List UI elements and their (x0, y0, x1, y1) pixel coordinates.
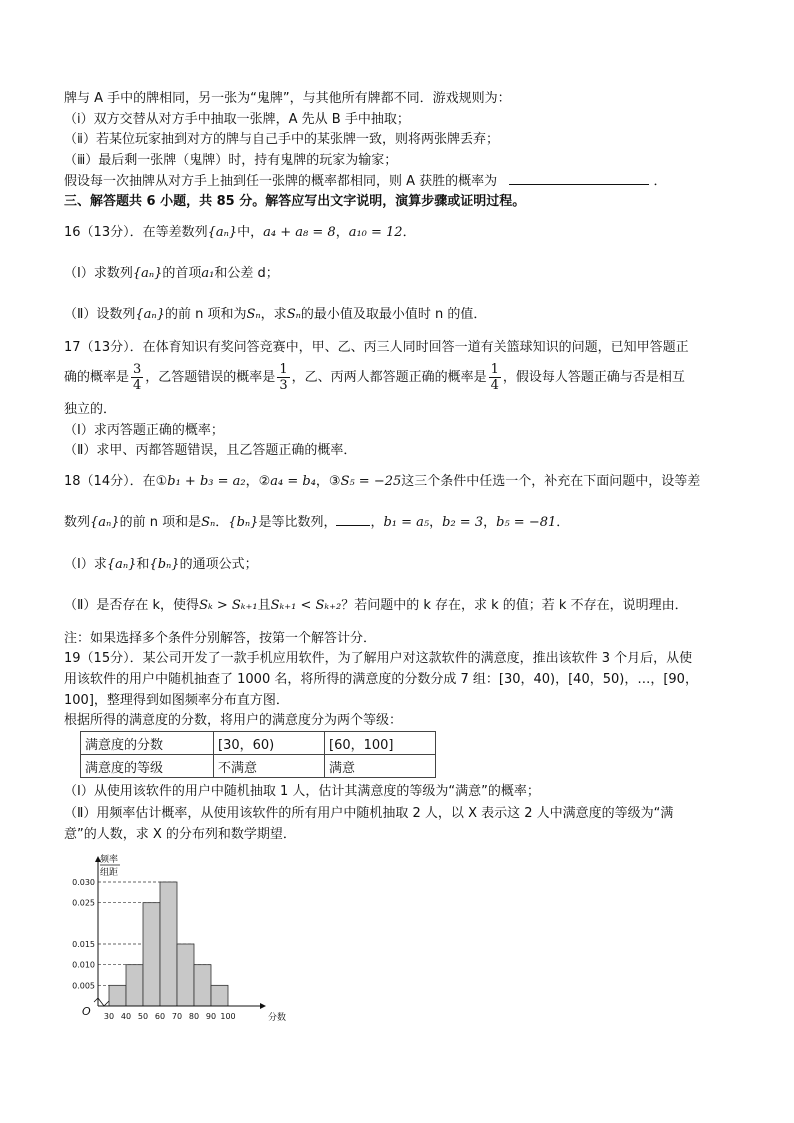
q16-seq: {aₙ} (207, 225, 238, 240)
frac3-den: 4 (490, 378, 499, 393)
y-axis-label-bottom: 组距 (100, 868, 119, 878)
q16-p2-a: （Ⅱ）设数列 (64, 307, 136, 322)
q19-line-4: 根据所得的满意度的分数，将用户的满意度分为两个等级： (64, 713, 403, 728)
q16-p2-b: 的前 n 项和为 (164, 307, 247, 322)
q19-part-2-line-1: （Ⅱ）用频率估计概率，从使用该软件的所有用户中随机抽取 2 人，以 X 表示这 2 人中满意度的等级为“满 (64, 806, 674, 821)
q17-l2-d: ，假设每人答题正确与否是相互 (502, 370, 685, 385)
q16-cond-2: a₁₀ = 12 (348, 225, 403, 240)
q16-p1-d: 和公差 d； (214, 266, 279, 281)
y-tick-label: 0.015 (72, 940, 95, 949)
q18-ineq-1: Sₖ > Sₖ₊₁ (199, 598, 258, 613)
q18-part-2 (64, 597, 688, 615)
y-tick-label: 0.030 (72, 878, 95, 887)
q17-part-1: （Ⅰ）求丙答题正确的概率； (64, 423, 224, 438)
rule-3: （ⅲ）最后剩一张牌（鬼牌）时，持有鬼牌的玩家为输家； (64, 153, 398, 168)
q19-line-1: 19（15分）．某公司开发了一款手机应用软件，为了解用户对这款软件的满意度，推出该软件 3 个月后，从使 (64, 651, 693, 666)
q18-cond-5: b₂ = 3 (442, 515, 484, 530)
q18-l1-c: ，③ (315, 474, 341, 489)
x-tick-label: 60 (154, 1012, 166, 1021)
origin-label: O (82, 1005, 91, 1018)
q18-l2-e: ， (370, 515, 384, 530)
q18-l1-b: ，② (245, 474, 271, 489)
q17-l2-c: ，乙、丙两人都答题正确的概率是 (291, 370, 487, 385)
x-tick-label: 100 (220, 1012, 236, 1021)
q19-part-1: （Ⅰ）从使用该软件的用户中随机抽取 1 人，估计其满意度的等级为“满意”的概率； (64, 784, 540, 799)
q18-cond-3: S₅ = −25 (340, 474, 402, 489)
q18-cond-4: b₁ = a₅ (383, 515, 430, 530)
histogram-bar (126, 965, 143, 1006)
section-3-heading: 三、解答题共 6 小题，共 85 分。解答应写出文字说明，演算步骤或证明过程。 (64, 194, 526, 209)
q18-part-1 (64, 556, 258, 574)
q18-cond-6: b₅ = −81 (496, 515, 557, 530)
q16-p2-e: 的最小值及取最小值时 n 的值． (300, 307, 487, 322)
q16-p1-a1: a₁ (201, 266, 215, 281)
table-cell: 满意度的分数 (81, 732, 214, 755)
q16-part-2 (64, 306, 486, 324)
axis-break-icon (94, 998, 109, 1006)
intro-question (64, 173, 666, 191)
q19-line-3: 100]，整理得到如图频率分布直方图． (64, 693, 289, 708)
x-tick-label: 40 (120, 1012, 132, 1021)
answer-blank (509, 184, 649, 185)
q16-cond-1: a₄ + a₈ = 8 (263, 225, 336, 240)
q16-head: 16（13分）．在等差数列 (64, 225, 208, 240)
q17-l2-a: 确的概率是 (64, 370, 130, 385)
q18-l1-d: 这三个条件中任选一个，补充在下面问题中，设等差 (401, 474, 701, 489)
q16-mid: 中， (237, 225, 264, 240)
fraction-3-4 (131, 362, 143, 393)
q16-p2-seq: {aₙ} (135, 307, 165, 322)
q18-cond-1: b₁ + b₃ = a₂ (167, 474, 246, 489)
q16-p2-sn: Sₙ (246, 307, 261, 322)
table-row (81, 732, 436, 755)
q18-l2-a: 数列 (64, 515, 91, 530)
q16-p1-a: （Ⅰ）求数列 (64, 266, 133, 281)
frequency-histogram (60, 850, 287, 1030)
q17-part-2: （Ⅱ）求甲、丙都答题错误，且乙答题正确的概率． (64, 443, 357, 458)
table-cell: [60，100] (325, 732, 436, 755)
histogram-bar (194, 965, 211, 1006)
y-axis-label-top: 频率 (100, 855, 119, 865)
q17-l2-b: ，乙答题错误的概率是 (145, 370, 276, 385)
y-tick-label: 0.005 (72, 981, 95, 991)
table-cell: 满意 (325, 755, 436, 778)
condition-blank (336, 525, 370, 526)
q18-sn: Sₙ (201, 515, 216, 530)
q17-line-2 (64, 362, 685, 394)
table-cell: 满意度的等级 (81, 755, 214, 778)
q18-line-1 (64, 473, 700, 491)
x-axis-label: 分数 (268, 1013, 287, 1023)
frac2-num: 1 (279, 362, 288, 377)
q18-ineq-2: Sₖ₊₁ < Sₖ₊₂ (270, 598, 342, 613)
q18-p1-c: 的通项公式； (179, 557, 258, 572)
q18-l2-c: ． (215, 515, 229, 530)
q17-line-1: 17（13分）．在体育知识有奖问答竞赛中，甲、乙、丙三人同时回答一道有关篮球知识的问题，已知甲答题正 (64, 340, 689, 355)
q16-comma: ， (335, 225, 349, 240)
q18-l2-end: ． (556, 515, 570, 530)
q16-stem (64, 224, 416, 242)
q16-p1-seq: {aₙ} (132, 266, 163, 281)
table-cell: [30，60) (214, 732, 325, 755)
rule-1: （ⅰ）双方交替从对方手中抽取一张牌，A 先从 B 手中抽取； (64, 112, 410, 127)
histogram-bar (143, 903, 160, 1006)
q16-p1-b: 的首项 (162, 266, 202, 281)
frac1-den: 4 (133, 378, 142, 393)
q18-seq-a: {aₙ} (90, 515, 120, 530)
satisfaction-level-table (80, 731, 436, 778)
q16-end: ． (402, 225, 416, 240)
q18-l2-e2: ， (429, 515, 443, 530)
x-tick-label: 80 (188, 1012, 200, 1021)
histogram-bar (109, 985, 126, 1006)
q18-note: 注：如果选择多个条件分别解答，按第一个解答计分． (64, 631, 377, 646)
y-tick-label: 0.010 (72, 960, 95, 970)
q18-p1-seq-a: {aₙ} (106, 557, 137, 572)
q18-p1-b: 和 (136, 557, 150, 572)
q19-part-2-line-2: 意”的人数，求 X 的分布列和数学期望． (64, 827, 296, 842)
q18-cond-2: a₄ = b₄ (270, 474, 316, 489)
q19-line-2: 用该软件的用户中随机抽查了 1000 名，将所得的满意度的分数分成 7 组：[30，40)，[40，50)，…，[90， (64, 672, 698, 687)
frac3-num: 1 (490, 362, 499, 377)
histogram-bar (160, 882, 177, 1006)
q18-l2-d: 是等比数列， (258, 515, 337, 530)
x-tick-label: 70 (171, 1012, 183, 1021)
q18-p1-a: （Ⅰ）求 (64, 557, 107, 572)
y-tick-label: 0.025 (72, 898, 95, 908)
table-cell: 不满意 (214, 755, 325, 778)
q17-line-3: 独立的． (64, 402, 117, 417)
fraction-1-4 (489, 362, 501, 393)
intro-question-text: 假设每一次抽牌从对方手上抽到任一张牌的概率都相同，则 A 获胜的概率为 (64, 174, 498, 189)
q18-p2-a: （Ⅱ）是否存在 k，使得 (64, 598, 200, 613)
intro-question-end: ． (653, 174, 667, 189)
q18-line-2 (64, 514, 569, 532)
fraction-1-3 (277, 362, 289, 393)
x-tick-label: 50 (137, 1012, 149, 1021)
frac1-num: 3 (133, 362, 142, 377)
x-tick-label: 90 (205, 1012, 217, 1021)
q18-p2-c: ？若问题中的 k 存在，求 k 的值；若 k 不存在，说明理由． (341, 598, 688, 613)
table-row (81, 755, 436, 778)
q18-seq-b: {bₙ} (228, 515, 259, 530)
x-axis-arrow-icon (260, 1003, 266, 1009)
q18-p1-seq-b: {bₙ} (149, 557, 180, 572)
histogram-bar (177, 944, 194, 1006)
q18-l2-b: 的前 n 项和是 (119, 515, 202, 530)
q18-l2-e3: ， (483, 515, 497, 530)
q16-p2-sn-2: Sₙ (286, 307, 301, 322)
q16-p2-d: ，求 (260, 307, 287, 322)
q18-p2-b: 且 (257, 598, 271, 613)
x-tick-label: 30 (103, 1012, 115, 1021)
frac2-den: 3 (279, 378, 288, 393)
histogram-bar (211, 985, 228, 1006)
rule-2: （ⅱ）若某位玩家抽到对方的牌与自己手中的某张牌一致，则将两张牌丢弃； (64, 132, 499, 147)
q16-part-1 (64, 265, 279, 283)
intro-line-1: 牌与 A 手中的牌相同，另一张为“鬼牌”，与其他所有牌都不同．游戏规则为： (64, 91, 511, 106)
q18-l1-a: 18（14分）．在① (64, 474, 168, 489)
